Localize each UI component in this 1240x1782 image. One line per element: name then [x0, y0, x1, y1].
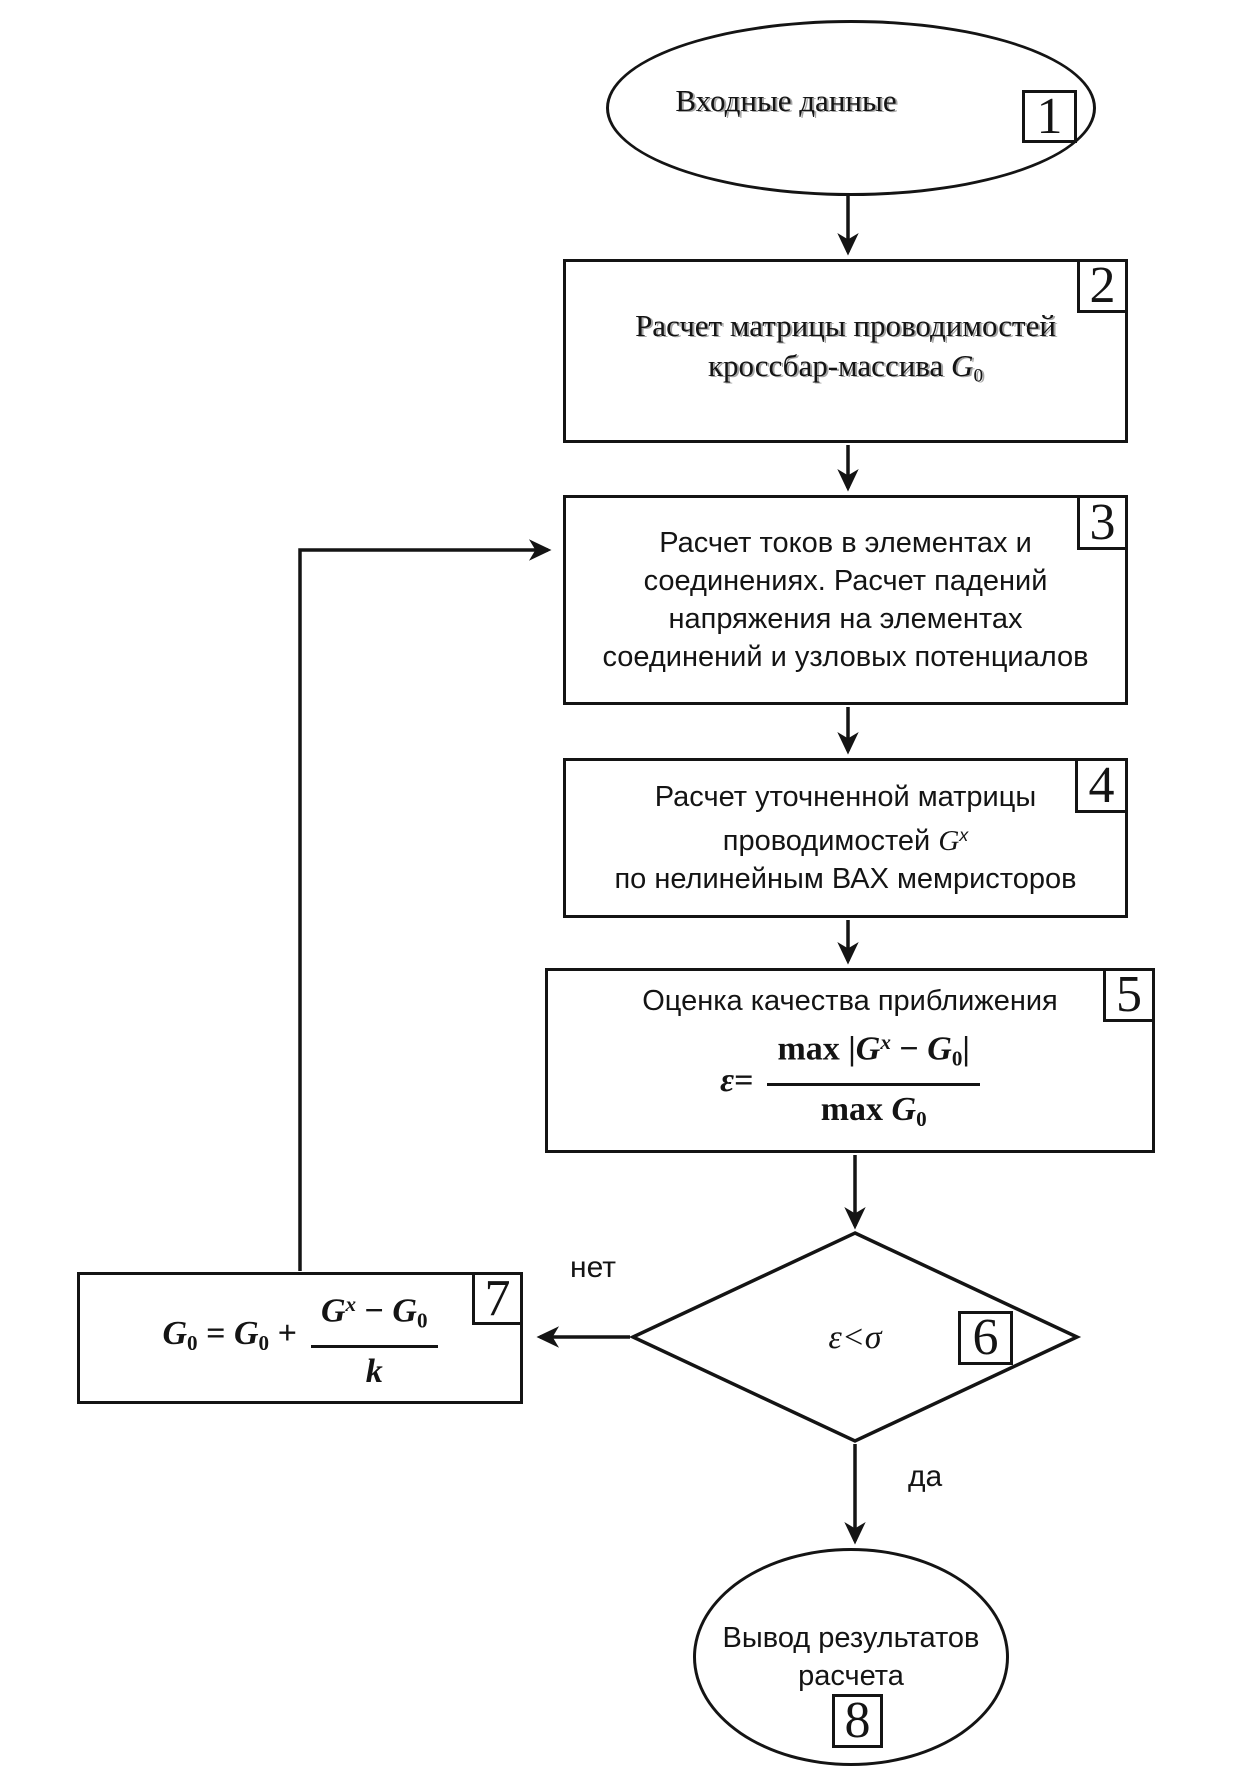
step7-g2: G [233, 1314, 259, 1352]
step3-line4: соединений и узловых потенциалов [602, 641, 1089, 673]
node-step4-number [1075, 758, 1128, 813]
step4-var-g: G [938, 824, 960, 857]
node-step5-number [1103, 968, 1155, 1022]
step7-g1-sub: 0 [187, 1330, 198, 1355]
badge-2-text: 2 [1089, 257, 1116, 314]
step5-denominator [767, 1083, 979, 1139]
step5-num-g1: G [855, 1030, 881, 1068]
step3-line2: соединениях. Расчет падений [643, 565, 1048, 597]
step7-num-minus: − [356, 1292, 393, 1330]
badge-7-text: 7 [484, 1269, 511, 1327]
step2-var-g-sub: 0 [973, 365, 984, 387]
node-input-data-number [1022, 87, 1077, 145]
step5-formula [720, 1022, 980, 1139]
step5-num-bar: | [962, 1030, 970, 1068]
step5-num-g1-sup: x [880, 1029, 891, 1054]
step5-den-g-sub: 0 [916, 1107, 927, 1132]
badge-1-text: 1 [1036, 87, 1063, 145]
node-step2-number [1077, 259, 1128, 313]
step7-formula [162, 1284, 437, 1392]
step7-num-g2: G [392, 1292, 417, 1330]
branch-label-yes: да [908, 1460, 943, 1493]
decision-condition [750, 1314, 960, 1362]
step7-num-g1-sup: x [345, 1291, 357, 1316]
step5-den-g: G [891, 1091, 917, 1129]
step7-lhs [162, 1314, 296, 1363]
node-output-number [832, 1694, 883, 1748]
node-step3-currents [563, 495, 1128, 705]
node-step7-update-g0 [77, 1269, 523, 1404]
step7-fraction [311, 1284, 438, 1392]
step4-line2 [723, 816, 969, 860]
step5-epsilon: ε [720, 1061, 735, 1099]
node-step2-conductance-matrix [563, 259, 1128, 443]
step3-line3: напряжения на элементах [668, 603, 1023, 635]
step3-line1: Расчет токов в элементах и [659, 527, 1032, 559]
step5-num-g2: G [927, 1030, 952, 1068]
badge-3-text: 3 [1089, 493, 1116, 551]
branch-label-no: нет [570, 1251, 616, 1284]
step4-line2-text: проводимостей [722, 824, 939, 857]
step2-line2-text: кроссбар-массива [707, 347, 952, 383]
step5-title: Оценка качества приближения [642, 984, 1058, 1017]
decision-lt: < [841, 1319, 865, 1356]
node-step7-number [472, 1269, 523, 1327]
step7-numerator [311, 1284, 438, 1345]
decision-sigma: σ [864, 1319, 882, 1356]
step7-num-g2-sub: 0 [416, 1308, 428, 1333]
output-line2: расчета [798, 1660, 904, 1692]
output-line1: Вывод результатов [722, 1622, 980, 1654]
badge-8-text: 8 [844, 1692, 871, 1749]
step5-den-max: max [820, 1091, 892, 1129]
node-step5-quality-estimate [545, 968, 1155, 1153]
step7-num-g1: G [320, 1292, 346, 1330]
badge-4-text: 4 [1088, 756, 1115, 814]
step4-var-g-sup: x [959, 825, 969, 845]
step5-fraction [767, 1022, 979, 1139]
step7-plus: + [269, 1314, 297, 1352]
decision-epsilon: ε [828, 1319, 842, 1356]
badge-6-text: 6 [972, 1309, 999, 1366]
step5-num-minus: − [890, 1030, 928, 1068]
node-input-data-label: Входные данные [675, 83, 897, 118]
node-decision-number [958, 1311, 1013, 1365]
badge-5-text: 5 [1116, 966, 1142, 1023]
node-step3-number [1077, 495, 1128, 550]
step4-line1: Расчет уточненной матрицы [654, 781, 1037, 813]
step2-var-g: G [951, 347, 974, 383]
step4-line3: по нелинейным ВАХ мемристоров [614, 862, 1077, 895]
step5-num-g2-sub: 0 [951, 1046, 963, 1071]
node-step4-refined-matrix [563, 758, 1128, 918]
step7-denominator [311, 1345, 438, 1392]
step5-num-max: max | [777, 1030, 856, 1068]
step7-g2-sub: 0 [258, 1330, 270, 1355]
step7-equals: = [197, 1314, 234, 1352]
step2-line2 [708, 346, 983, 396]
step7-g1: G [162, 1314, 188, 1352]
step5-equals: = [734, 1061, 754, 1099]
step2-line1: Расчет матрицы проводимостей [635, 307, 1056, 343]
step7-den-k: k [365, 1353, 383, 1391]
feedback-connector-step7-to-step3 [300, 550, 548, 1271]
step5-numerator [767, 1022, 979, 1083]
